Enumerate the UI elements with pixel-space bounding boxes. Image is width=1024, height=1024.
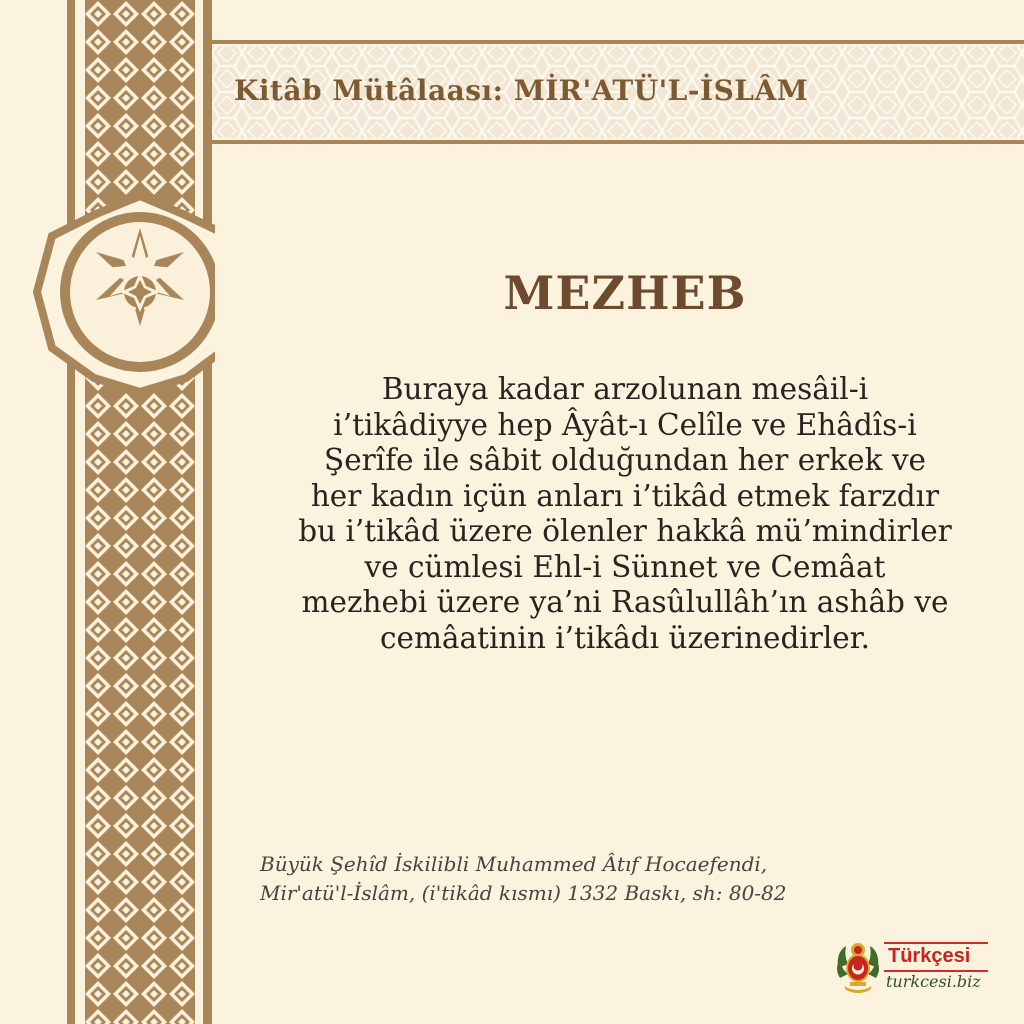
brand-url[interactable]: turkcesi.biz bbox=[886, 972, 981, 991]
left-ornamental-border bbox=[0, 0, 215, 1024]
brand-name: Türkçesi bbox=[888, 945, 971, 967]
citation-line: Mir'atü'l-İslâm, (i'tikâd kısmı) 1332 Baskı, sh: 80-82 bbox=[260, 881, 787, 905]
brand-logo[interactable] bbox=[834, 938, 994, 998]
body-line: ve cümlesi Ehl-i Sünnet ve Cemâat bbox=[364, 549, 886, 584]
body-line: Buraya kadar arzolunan mesâil-i bbox=[381, 372, 869, 406]
body-line: cemâatinin i’tikâdı üzerinedirler. bbox=[379, 620, 871, 655]
ottoman-coat-of-arms-icon bbox=[834, 938, 882, 994]
body-line: mezhebi üzere ya’ni Rasûlullâh’ın ashâb ve bbox=[301, 585, 949, 619]
citation-line: Büyük Şehîd İskilibli Muhammed Âtıf Hocaefendi, bbox=[260, 852, 768, 876]
body-line: bu i’tikâd üzere ölenler hakkâ mü’mindirler bbox=[298, 514, 952, 548]
book-review-title: Kitâb Mütâlaası: MİR'ATÜ'L-İSLÂM bbox=[234, 74, 809, 107]
source-citation bbox=[260, 850, 787, 908]
body-line: Şerîfe ile sâbit olduğundan her erkek ve bbox=[324, 443, 926, 477]
body-line: i’tikâdiyye hep Âyât-ı Celîle ve Ehâdîs-i bbox=[333, 407, 917, 442]
body-paragraph bbox=[240, 372, 1010, 656]
body-line: her kadın içün anları i’tikâd etmek farzdır bbox=[310, 478, 940, 513]
page-title: MEZHEB bbox=[503, 266, 747, 320]
brand-name-box bbox=[884, 942, 988, 972]
